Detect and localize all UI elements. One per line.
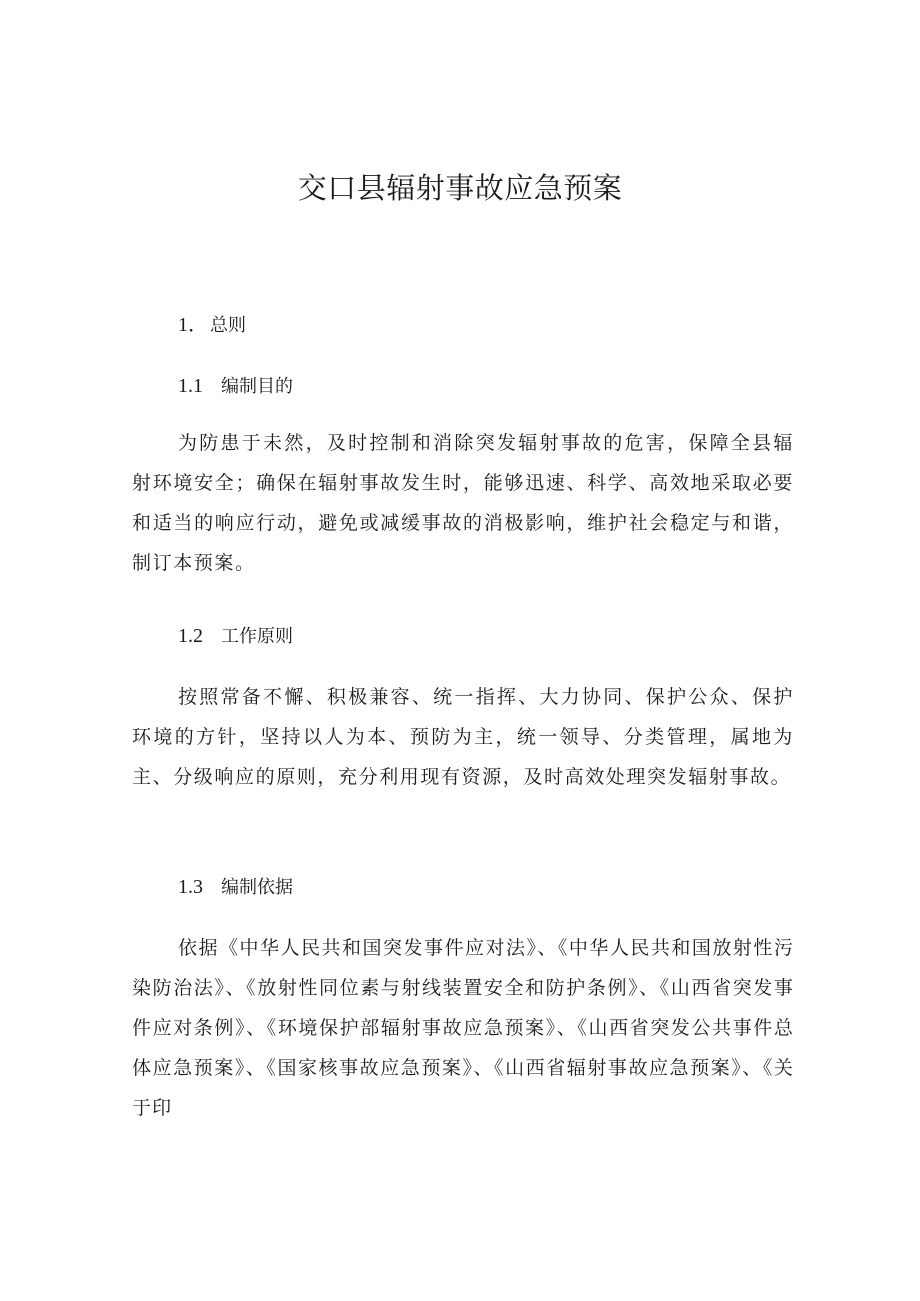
section-number: 1.3 — [178, 876, 203, 898]
section-number: 1.1 — [178, 375, 203, 397]
section-heading-basis — [178, 874, 293, 901]
section-number: 1.2 — [178, 625, 203, 647]
section-number: 1． — [178, 314, 208, 336]
section-heading-principles — [178, 623, 293, 650]
paragraph-basis: 依据《中华人民共和国突发事件应对法》、《中华人民共和国放射性污染防治法》、《放射性同位素与射线装置安全和防护条例》、《山西省突发事件应对条例》、《环境保护部辐射事故应急预案》、《山西省突发公共事件总体应急预案》、《国家核事故应急预案》、《山西省辐射事故应急预案》、《关于印 — [132, 937, 794, 1119]
paragraph-principles: 按照常备不懈、积极兼容、统一指挥、大力协同、保护公众、保护环境的方针，坚持以人为本、预防为主，统一领导、分类管理，属地为主、分级响应的原则，充分利用现有资源，及时高效处理突发辐射事故。 — [132, 686, 794, 788]
section-label: 工作原则 — [221, 626, 293, 647]
section-heading-general — [178, 312, 246, 339]
section-label: 总则 — [210, 315, 246, 336]
section-heading-purpose — [178, 373, 293, 400]
document-title: 交口县辐射事故应急预案 — [297, 171, 623, 205]
paragraph-purpose: 为防患于未然，及时控制和消除突发辐射事故的危害，保障全县辐射环境安全；确保在辐射事故发生时，能够迅速、科学、高效地采取必要和适当的响应行动，避免或减缓事故的消极影响，维护社会稳定与和谐，制订本预案。 — [132, 432, 794, 574]
section-label: 编制依据 — [221, 877, 293, 898]
section-label: 编制目的 — [221, 376, 293, 397]
